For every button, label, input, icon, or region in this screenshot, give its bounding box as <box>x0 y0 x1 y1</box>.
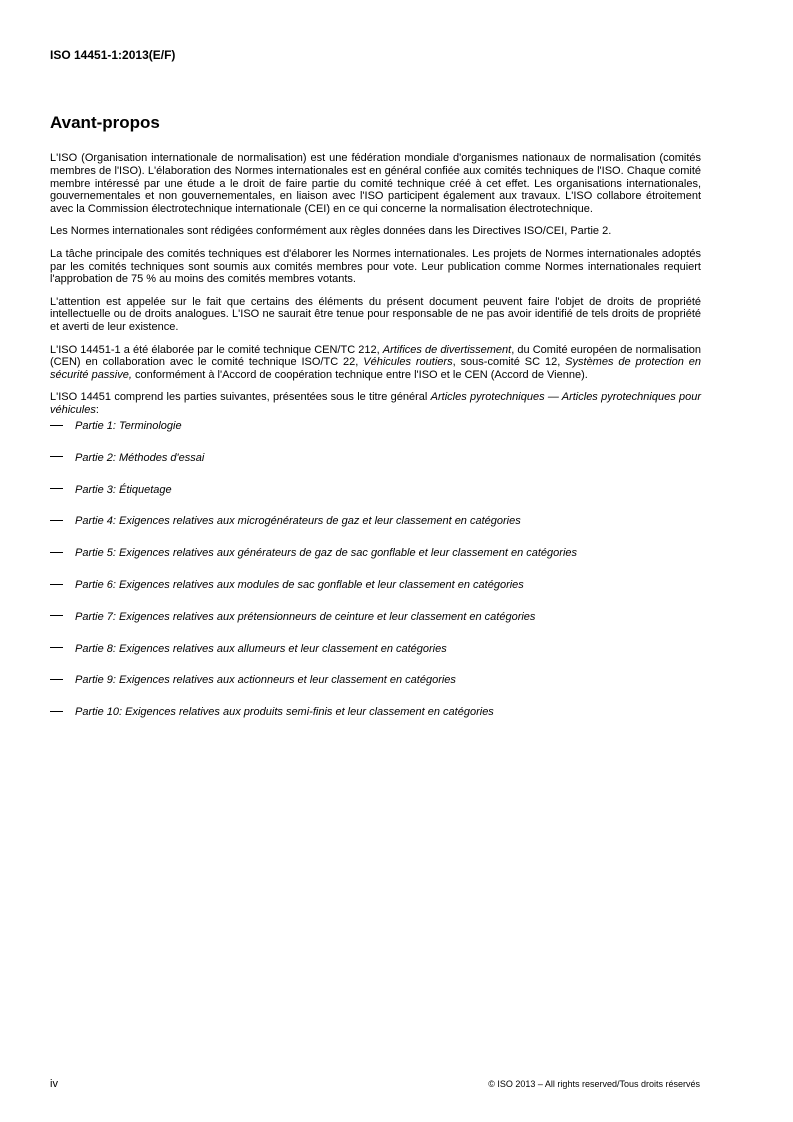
list-item <box>50 579 701 611</box>
list-item <box>50 674 701 706</box>
em-dash-bullet <box>50 674 75 687</box>
list-item-label: Partie 3: Étiquetage <box>75 483 172 496</box>
list-item-label: Partie 7: Exigences relatives aux prétensionneurs de ceinture et leur classement en catégories <box>75 610 536 623</box>
page-title: Avant-propos <box>50 113 160 132</box>
list-item-label: Partie 5: Exigences relatives aux générateurs de gaz de sac gonflable et leur classement en catégories <box>75 547 578 560</box>
paragraph-6-text-1: L'ISO 14451 comprend les parties suivantes, présentées sous le titre général <box>50 391 431 404</box>
paragraph-5-text-4: conformément à l'Accord de coopération technique entre l'ISO et le CEN (Accord de Vienne). <box>131 369 588 382</box>
parts-list <box>50 420 701 738</box>
list-item <box>50 515 701 547</box>
em-dash-bullet <box>50 706 75 719</box>
paragraph-1: L'ISO (Organisation internationale de normalisation) est une fédération mondiale d'organismes nationaux de normalisation (comités membres de l'ISO). L'élaboration des Normes internationales est en général confiée aux comités techniques de l'ISO. Chaque comité membre intéressé par une étude a le droit de faire partie du comité technique créé à cet effet. Les organisations internationales, gouvernementales et non gouvernementales, en liaison avec l'ISO participent également aux travaux. L'ISO collabore étroitement avec la Commission électrotechnique internationale (CEI) en ce qui concerne la normalisation électrotechnique. <box>50 152 701 216</box>
paragraph-2: Les Normes internationales sont rédigées conformément aux règles données dans les Directives ISO/CEI, Partie 2. <box>50 225 612 238</box>
paragraph-5-italic-1: Artifices de divertissement <box>382 343 512 356</box>
paragraph-6-text-2: : <box>95 404 99 417</box>
copyright-notice: © ISO 2013 – All rights reserved/Tous droits réservés <box>488 1079 700 1089</box>
paragraph-5-text-3: , sous-comité SC 12, <box>452 356 566 369</box>
document-id-header: ISO 14451-1:2013(E/F) <box>50 48 176 62</box>
paragraph-5-text-1: L'ISO 14451-1 a été élaborée par le comité technique CEN/TC 212, <box>50 343 383 356</box>
list-item <box>50 706 701 738</box>
list-item <box>50 643 701 675</box>
paragraph-6 <box>50 391 701 417</box>
em-dash-bullet <box>50 547 75 560</box>
list-item <box>50 611 701 643</box>
paragraph-4: L'attention est appelée sur le fait que certains des éléments du présent document peuvent faire l'objet de droits de propriété intellectuelle ou de droits analogues. L'ISO ne saurait être tenue pour responsable de ne pas avoir identifié de tels droits de propriété et averti de leur existence. <box>50 295 701 334</box>
em-dash-bullet <box>50 452 75 465</box>
list-item <box>50 452 701 484</box>
em-dash-bullet <box>50 579 75 592</box>
page-number: iv <box>50 1078 58 1090</box>
paragraph-5 <box>50 344 701 382</box>
paragraph-5-text-2: , du Comité européen de normalisation (CEN) en collaboration avec le comité technique ISO/TC 22, <box>50 343 701 369</box>
em-dash-bullet <box>50 420 75 433</box>
paragraph-6-italic-1: Articles pyrotechniques — Articles pyrotechniques pour véhicules <box>50 391 701 417</box>
em-dash-bullet <box>50 515 75 528</box>
em-dash-bullet <box>50 643 75 656</box>
list-item-label: Partie 6: Exigences relatives aux modules de sac gonflable et leur classement en catégories <box>75 579 524 592</box>
list-item <box>50 484 701 516</box>
list-item-label: Partie 10: Exigences relatives aux produits semi-finis et leur classement en catégories <box>75 706 494 719</box>
em-dash-bullet <box>50 484 75 497</box>
list-item-label: Partie 2: Méthodes d'essai <box>75 451 205 464</box>
list-item-label: Partie 8: Exigences relatives aux allumeurs et leur classement en catégories <box>75 642 447 655</box>
list-item <box>50 420 701 452</box>
list-item-label: Partie 4: Exigences relatives aux microgénérateurs de gaz et leur classement en catégories <box>75 515 521 528</box>
list-item-label: Partie 1: Terminologie <box>75 420 182 433</box>
list-item <box>50 547 701 579</box>
em-dash-bullet <box>50 611 75 624</box>
paragraph-5-italic-2: Véhicules routiers <box>363 356 453 369</box>
paragraph-5-italic-3: Systèmes de protection en sécurité passive, <box>50 356 701 382</box>
list-item-label: Partie 9: Exigences relatives aux actionneurs et leur classement en catégories <box>75 674 456 687</box>
paragraph-3: La tâche principale des comités techniques est d'élaborer les Normes internationales. Les projets de Normes internationales adoptés par les comités techniques sont soumis aux comités membres pour vote. Leur publication comme Normes internationales requiert l'approbation de 75 % au moins des comités membres votants. <box>50 247 701 286</box>
foreword-body <box>50 152 701 738</box>
